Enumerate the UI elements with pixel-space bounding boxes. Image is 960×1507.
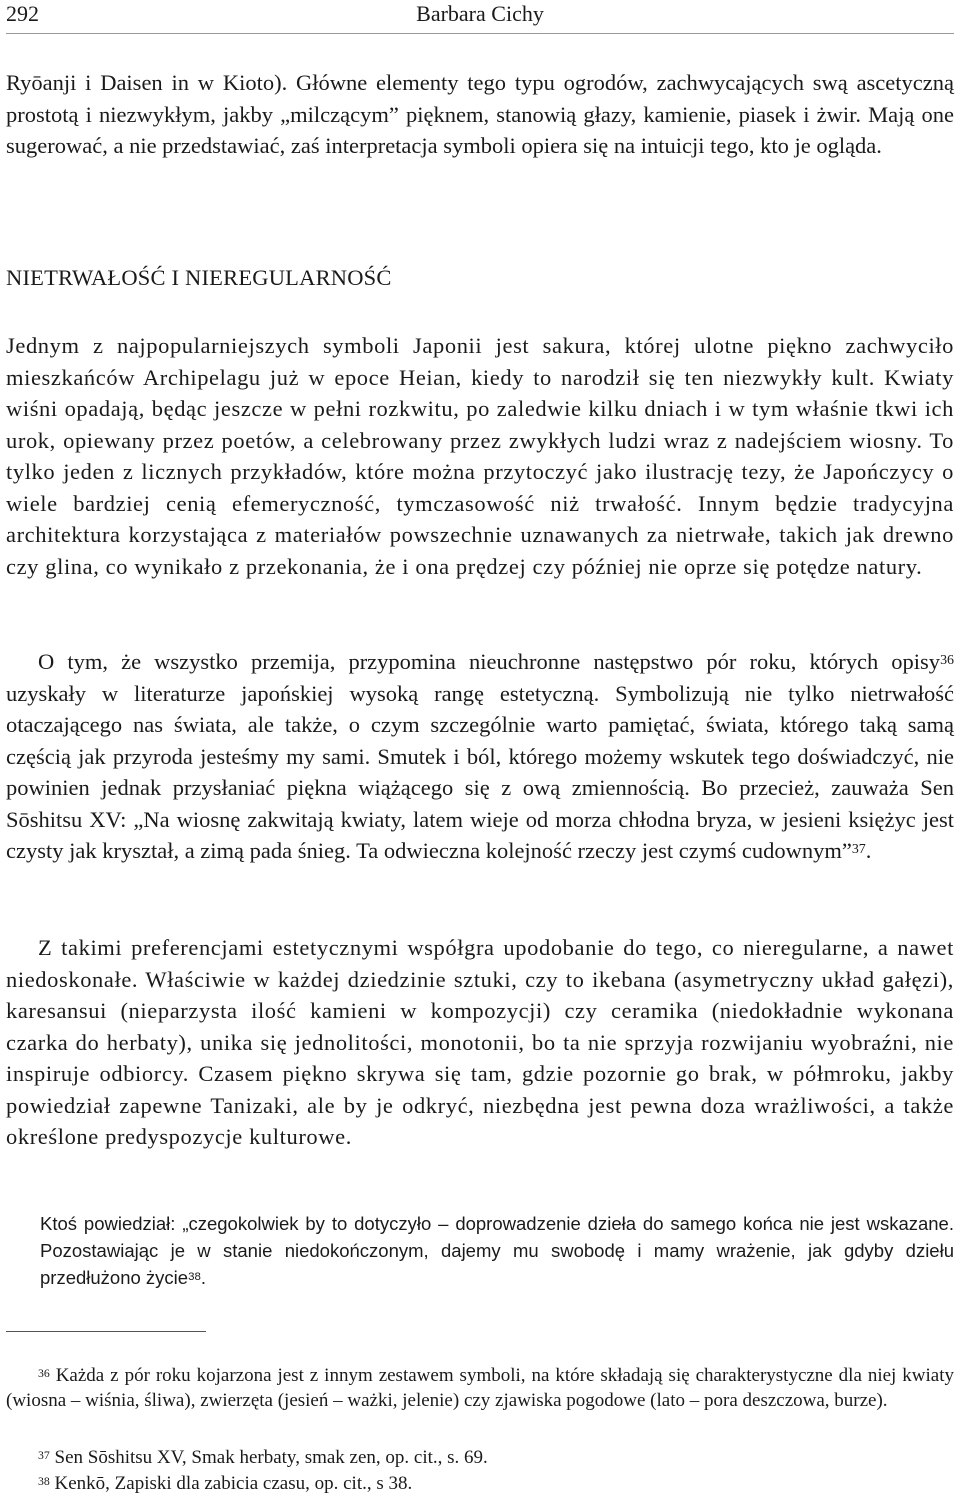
paragraph-4: Z takimi preferencjami estetycznymi współgra upodobanie do tego, co nieregularne, a nawet niedoskonałe. Właściwie w każdej dziedzinie sztuki, czy to ikebana (asymetryczny układ gałęzi), karesansui (nieparzysta ilość kamieni w kompozycji) czy ceramika (niedokładnie wykonana czarka do herbaty), unika się jednolitości, monotonii, bo ta nie sprzyja rozwijaniu wyobraźni, nie inspiruje odbiorcy. Czasem piękno skrywa się tam, gdzie pozornie go brak, w półmroku, jakby powiedział zapewne Tanizaki, ale by je odkryć, niezbędna jest pewna doza wrażliwości, a także określone predyspozycje kulturowe.	[6, 935, 954, 1149]
paragraph-3-part-b: uzyskały w literaturze japońskiej wysoką rangę estetyczną. Symbolizują nie tylko nietrwałość otaczającego nas świata, ale także, o czym szczególnie warto pamiętać, świata, którego taką samą częścią jak przyroda jesteśmy my sami. Smutek i ból, którego możemy wskutek tego doświadczyć, nie powinien jednak przysłaniać piękna wiążącego się z ową zmiennością. Bo przecież, zauważa Sen Sōshitsu XV: „Na wiosnę zakwitają kwiaty, latem wieje od morza chłodna bryza, w jesieni księżyc jest czysty jak kryształ, a zimą pada śnieg. Ta odwieczna kolejność rzeczy jest czymś cudownym”	[6, 680, 954, 863]
footnote-number: 37	[38, 1448, 50, 1462]
footnote-text: Kenkō, Zapiski dla zabicia czasu, op. cit., s 38.	[49, 1473, 413, 1494]
running-header	[0, 0, 960, 36]
footnote-ref-38[interactable]: 38	[188, 1271, 201, 1283]
footnote-rule	[6, 1331, 206, 1332]
footnote-36	[6, 1364, 954, 1413]
footnote-number: 36	[38, 1366, 50, 1380]
running-head-author: Barbara Cichy	[416, 1, 544, 26]
footnote-ref-37[interactable]: 37	[851, 842, 866, 858]
footnote-text: Sen Sōshitsu XV, Smak herbaty, smak zen, op. cit., s. 69.	[49, 1447, 488, 1468]
block-quote-text: Ktoś powiedział: „czegokolwiek by to dotyczyło – doprowadzenie dzieła do samego końca nie jest wskazane. Pozostawiając je w stanie niedokończonym, dajemy mu swobodę i mamy wrażenie, jak gdyby dziełu przedłużono życie	[40, 1213, 954, 1288]
paragraph-3-part-a: O tym, że wszystko przemija, przypomina nieuchronne następstwo pór roku, których opisy	[38, 649, 941, 674]
footnote-number: 38	[38, 1474, 50, 1488]
paragraph-3	[6, 646, 954, 867]
footnote-ref-36[interactable]: 36	[940, 653, 954, 669]
section-heading: NIETRWAŁOŚĆ I NIEREGULARNOŚĆ	[6, 265, 392, 290]
page-number: 292	[6, 1, 39, 26]
paragraph-2: Jednym z najpopularniejszych symboli Japonii jest sakura, której ulotne piękno zachwyciło mieszkańców Archipelagu już w epoce Heian, kiedy to narodził się ten niezwykły kult. Kwiaty wiśni opadają, będąc jeszcze w pełni rozkwitu, po zaledwie kilku dniach i w tym właśnie tkwi ich urok, opiewany przez poetów, a celebrowany przez zwykłych ludzi wraz z nadejściem wiosny. To tylko jeden z licznych przykładów, które można przytoczyć jako ilustrację tezy, że Japończycy o wiele bardziej cenią efemeryczność, tymczasowość niż trwałość. Innym będzie tradycyjna architektura korzystająca z materiałów powszechnie uznawanych za nietrwałe, takich jak drewno czy glina, co wynikało z przekonania, że i ona prędzej czy później nie oprze się potędze natury.	[6, 333, 954, 579]
block-quote	[40, 1210, 954, 1291]
footnote-38	[38, 1472, 954, 1497]
paragraph-1: Ryōanji i Daisen in w Kioto). Główne elementy tego typu ogrodów, zachwycających swą ascetyczną prostotą i niezwykłym, jakby „milczącym” pięknem, stanowią głazy, kamienie, piasek i żwir. Mają one sugerować, a nie przedstawiać, zaś interpretacja symboli opiera się na intuicji tego, kto je ogląda.	[6, 70, 954, 158]
paragraph-3-part-c: .	[865, 838, 872, 863]
header-rule	[6, 33, 954, 34]
footnote-37	[38, 1446, 954, 1471]
block-quote-end: .	[200, 1267, 206, 1288]
footnote-text: Każda z pór roku kojarzona jest z innym zestawem symboli, na które składają się charakterystyczne dla niej kwiaty (wiosna – wiśnia, śliwa), zwierzęta (jesień – ważki, jelenie) czy zjawiska pogodowe (lato – pora deszczowa, burze).	[6, 1365, 954, 1411]
